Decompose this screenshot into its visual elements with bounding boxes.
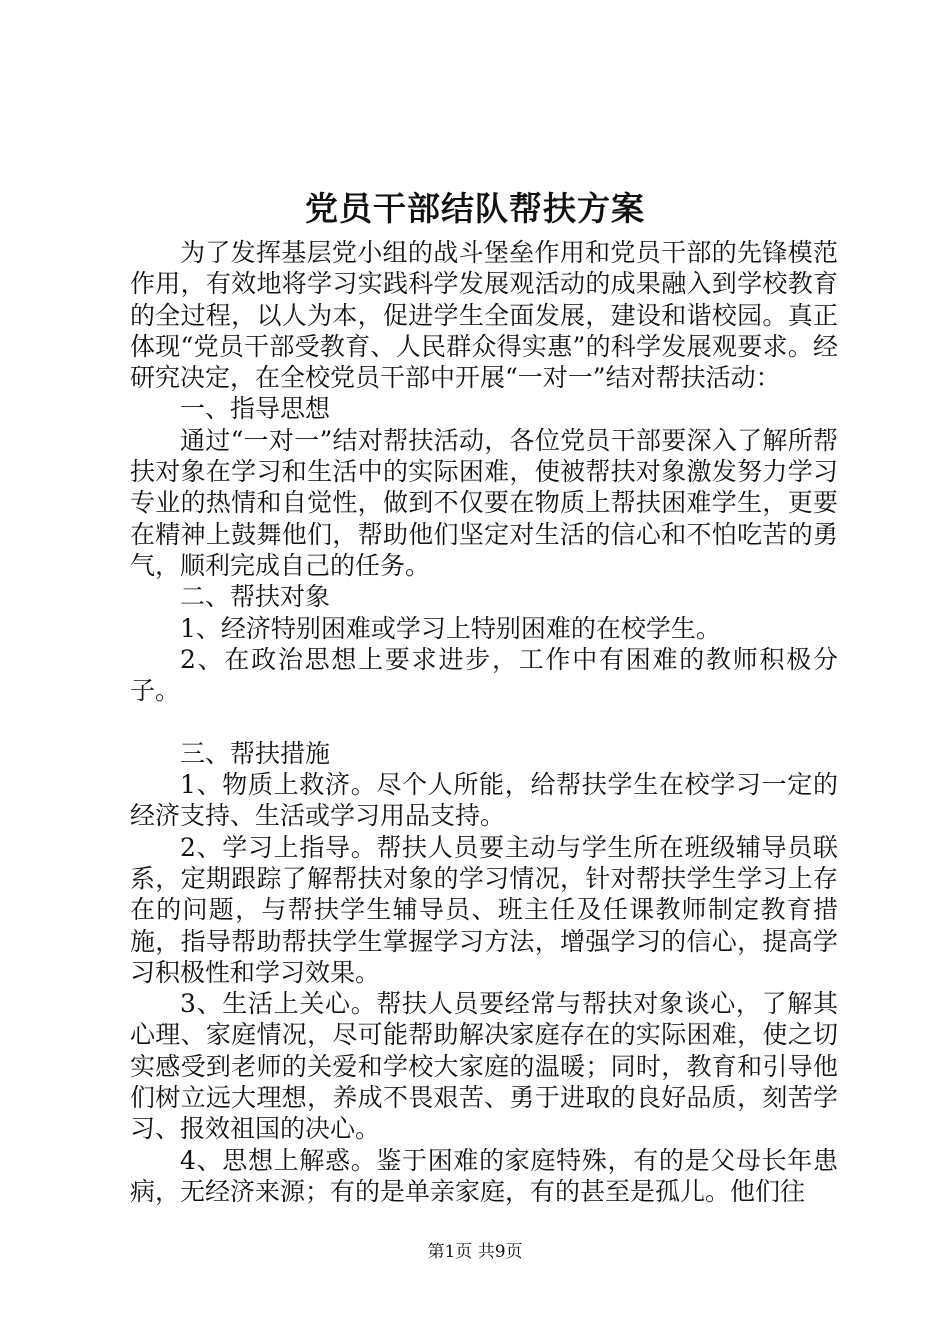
section-heading-assistance-targets: 二、帮扶对象 [180,582,331,612]
page-number-footer: 第1页 共9页 [427,1242,523,1262]
assistance-measure-item: 4、思想上解惑。鉴于困难的家庭特殊，有的是父母长年患病，无经济来源；有的是单亲家庭，有的甚至是孤儿。他们往 [130,1145,838,1206]
section-heading-guiding-ideology: 一、指导思想 [180,394,331,424]
section-heading-assistance-measures: 三、帮扶措施 [180,738,331,768]
assistance-measure-item: 3、生活上关心。帮扶人员要经常与帮扶对象谈心，了解其心理、家庭情况，尽可能帮助解决家庭存在的实际困难，使之切实感受到老师的关爱和学校大家庭的温暖；同时，教育和引导他们树立远大理想，养成不畏艰苦、勇于进取的良好品质，刻苦学习、报效祖国的决心。 [130,989,838,1144]
intro-paragraph: 为了发挥基层党小组的战斗堡垒作用和党员干部的先锋模范作用，有效地将学习实践科学发展观活动的成果融入到学校教育的全过程，以人为本，促进学生全面发展，建设和谐校园。真正体现“党员干部受教育、人民群众得实惠”的科学发展观要求。经研究决定，在全校党员干部中开展“一对一”结对帮扶活动： [130,238,838,393]
guiding-ideology-paragraph: 通过“一对一”结对帮扶活动，各位党员干部要深入了解所帮扶对象在学习和生活中的实际困难，使被帮扶对象激发努力学习专业的热情和自觉性，做到不仅要在物质上帮扶困难学生，更要在精神上鼓舞他们，帮助他们坚定对生活的信心和不怕吃苦的勇气，顺利完成自己的任务。 [130,425,838,580]
assistance-target-item: 1、经济特别困难或学习上特别困难的在校学生。 [180,613,721,643]
document-title: 党员干部结队帮扶方案 [305,189,645,228]
assistance-measure-item: 2、学习上指导。帮扶人员要主动与学生所在班级辅导员联系，定期跟踪了解帮扶对象的学习情况，针对帮扶学生学习上存在的问题，与帮扶学生辅导员、班主任及任课教师制定教育措施，指导帮助帮扶学生掌握学习方法，增强学习的信心，提高学习积极性和学习效果。 [130,832,838,987]
assistance-target-item: 2、在政治思想上要求进步，工作中有困难的教师积极分子。 [130,644,838,706]
document-body [130,237,838,1207]
assistance-measure-item: 1、物质上救济。尽个人所能，给帮扶学生在校学习一定的经济支持、生活或学习用品支持。 [130,770,838,831]
blank-line [130,706,838,737]
